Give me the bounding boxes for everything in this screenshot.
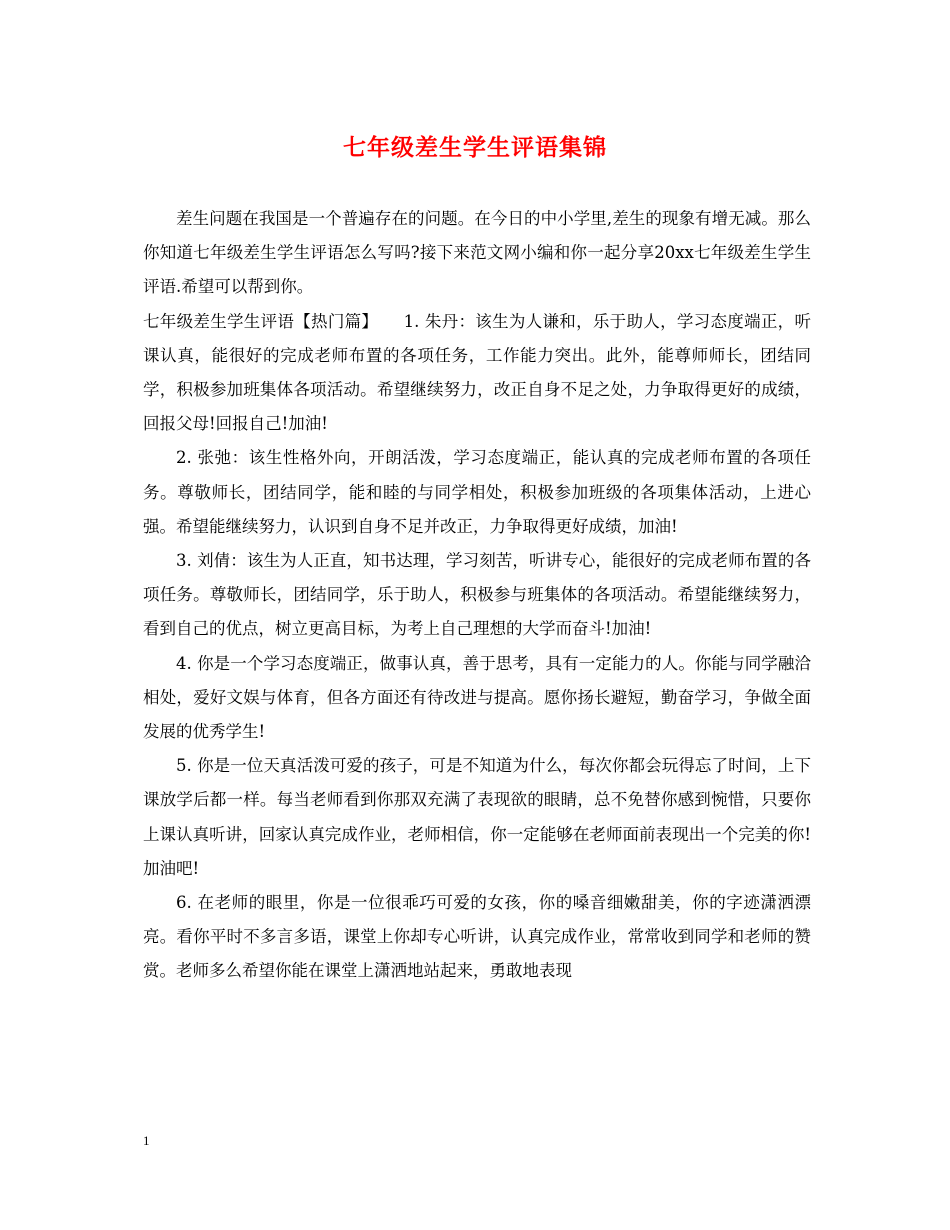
comment-paragraph-3: 3. 刘倩：该生为人正直，知书达理，学习刻苦，听讲专心，能很好的完成老师布置的各项任务。尊敬师长，团结同学，乐于助人，积极参与班集体的各项活动。希望能继续努力，看到自己的优点，树立更高目标，为考上自己理想的大学而奋斗!加油! [143,551,811,639]
section-heading-paragraph: 七年级差生学生评语【热门篇】 1. 朱丹：该生为人谦和，乐于助人，学习态度端正，听课认真，能很好的完成老师布置的各项任务，工作能力突出。此外，能尊师师长，团结同学，积极参加班集体各项活动。希望继续努力，改正自身不足之处，力争取得更好的成绩，回报父母!回报自己!加油! [143,311,811,434]
document-body [143,202,811,989]
comment-paragraph-4: 4. 你是一个学习态度端正，做事认真，善于思考，具有一定能力的人。你能与同学融洽相处，爱好文娱与体育，但各方面还有待改进与提高。愿你扬长避短，勤奋学习，争做全面发展的优秀学生! [143,653,811,742]
comment-paragraph-6: 6. 在老师的眼里，你是一位很乖巧可爱的女孩，你的嗓音细嫩甜美，你的字迹潇洒漂亮。看你平时不多言多语，课堂上你却专心听讲，认真完成作业，常常收到同学和老师的赞赏。老师多么希望你能在课堂上潇洒地站起来，勇敢地表现 [143,893,811,981]
intro-paragraph: 差生问题在我国是一个普遍存在的问题。在今日的中小学里,差生的现象有增无减。那么你知道七年级差生学生评语怎么写吗?接下来范文网小编和你一起分享20xx七年级差生学生评语.希望可以帮到你。 [143,209,811,297]
comment-paragraph-5: 5. 你是一位天真活泼可爱的孩子，可是不知道为什么，每次你都会玩得忘了时间，上下课放学后都一样。每当老师看到你那双充满了表现欲的眼睛，总不免替你感到惋惜，只要你上课认真听讲，回家认真完成作业，老师相信，你一定能够在老师面前表现出一个完美的你!加油吧! [143,756,811,878]
document-title: 七年级差生学生评语集锦 [343,134,607,161]
comment-paragraph-2: 2. 张弛：该生性格外向，开朗活泼，学习态度端正，能认真的完成老师布置的各项任务。尊敬师长，团结同学，能和睦的与同学相处，积极参加班级的各项集体活动，上进心强。希望能继续努力，认识到自身不足并改正，力争取得更好成绩，加油! [143,448,811,536]
page-number: 1 [143,1133,150,1148]
